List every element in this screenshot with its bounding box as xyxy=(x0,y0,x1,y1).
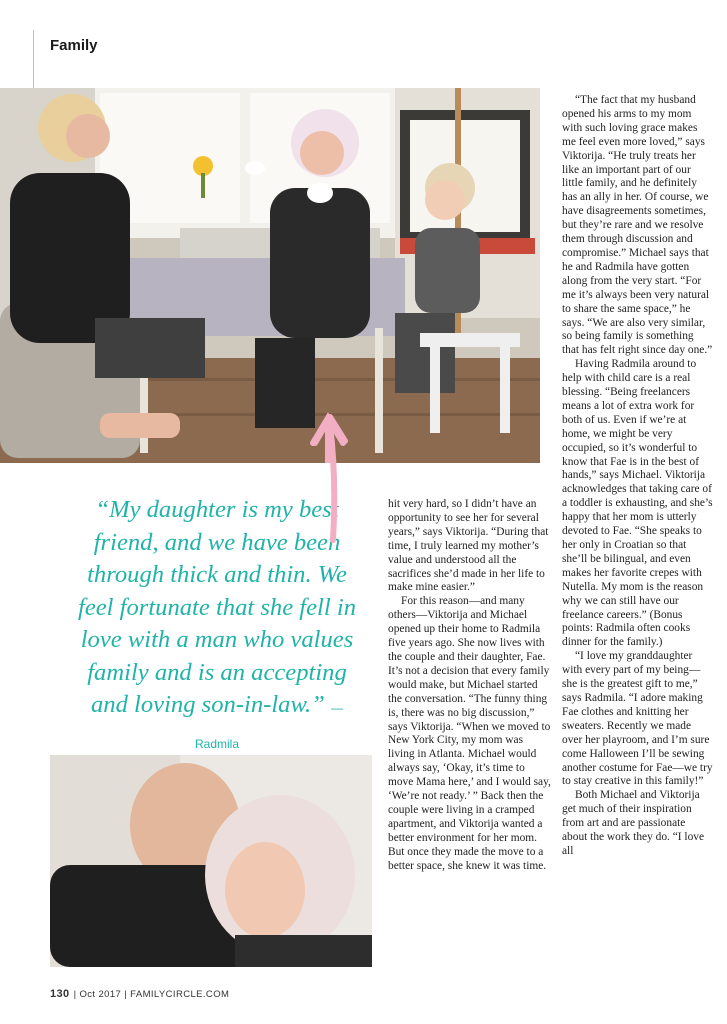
pink-arrow-graphic xyxy=(305,405,355,545)
paragraph: Both Michael and Viktorija get much of their inspiration from art and are passionate about the work they do. “I love all xyxy=(562,789,705,857)
couple-portrait-photo xyxy=(50,755,372,967)
page-footer xyxy=(50,988,229,1000)
paragraph: hit very hard, so I didn’t have an opportunity to see her for several years,” says Viktorija. “During that time, I truly learned my mother’s value and understood all the sacrifices she’d made in her life to make mine easier.” xyxy=(388,498,549,594)
tea-party-illustration xyxy=(0,88,540,463)
couple-illustration xyxy=(50,755,372,967)
paragraph: “The fact that my husband opened his arms to my mom with such loving grace makes me feel even more loved,” says Viktorija. “He truly treats her like an important part of our little family, and he definitely has an ally in her. Of course, we have disagreements sometimes, but they’re rare and we resolve them through discussion and compromise.” Michael says that he and Radmila have gotten along from the very start. “For me it’s always been very natural to share the same space,” he says. “We are also very similar, so being family is something that has felt right since day one.” xyxy=(562,94,713,357)
body-column-3 xyxy=(562,94,713,859)
issue-line: | Oct 2017 | FAMILYCIRCLE.COM xyxy=(73,989,230,1000)
section-label: Family xyxy=(50,37,98,54)
pull-quote-text: “My daughter is my best friend, and we have been through thick and thin. We feel fortunate that she fell in love with a man who values family and is an accepting and loving son-in-law.” xyxy=(77,496,356,718)
section-rule xyxy=(33,30,34,88)
body-column-2 xyxy=(388,498,552,873)
pull-quote-attribution: —Radmila xyxy=(194,701,344,751)
family-tea-party-photo xyxy=(0,88,540,463)
paragraph: Having Radmila around to help with child care is a real blessing. “Being freelancers means a lot of extra work for both of us. Even if we’re at home, we might be very occupied, so it’s wonderful to know that Fae is in the best of hands,” says Michael. Viktorija acknowledges that taking care of a toddler is exhausting, and she’s happy that her mom is utterly devoted to Fae. “She speaks to her only in Croatian so that she’ll be bilingual, and even makes her favorite crepes with Nutella. My mom is the reason why we can still have our freelance careers.” (Bonus points: Radmila often cooks dinner for the family.) xyxy=(562,358,713,649)
paragraph: For this reason—and many others—Viktorija and Michael opened up their home to Radmila five years ago. She now lives with the couple and their daughter, Fae. It’s not a decision that every family would make, but Michael started the conversation. “The funny thing is, there was no big discussion,” says Viktorija. “When we moved to New York City, my mom was living in Atlanta. Michael would always say, ‘Okay, it’s time to move Mama here,’ and I would say, ‘We’re not ready.’ ” Back then the couple were living in a cramped apartment, and Viktorija wanted a better environment for her mom. But once they made the move to a better space, she knew it was time. xyxy=(388,595,551,872)
page-number: 130 xyxy=(50,988,70,1000)
paragraph: “I love my granddaughter with every part of my being—she is the greatest gift to me,” says Radmila. “I adore making Fae clothes and knitting her sweaters. Recently we made over her playroom, and I’m sure come Halloween I’ll be sewing another costume for Fae—we try to stay creative in this family!” xyxy=(562,650,713,788)
